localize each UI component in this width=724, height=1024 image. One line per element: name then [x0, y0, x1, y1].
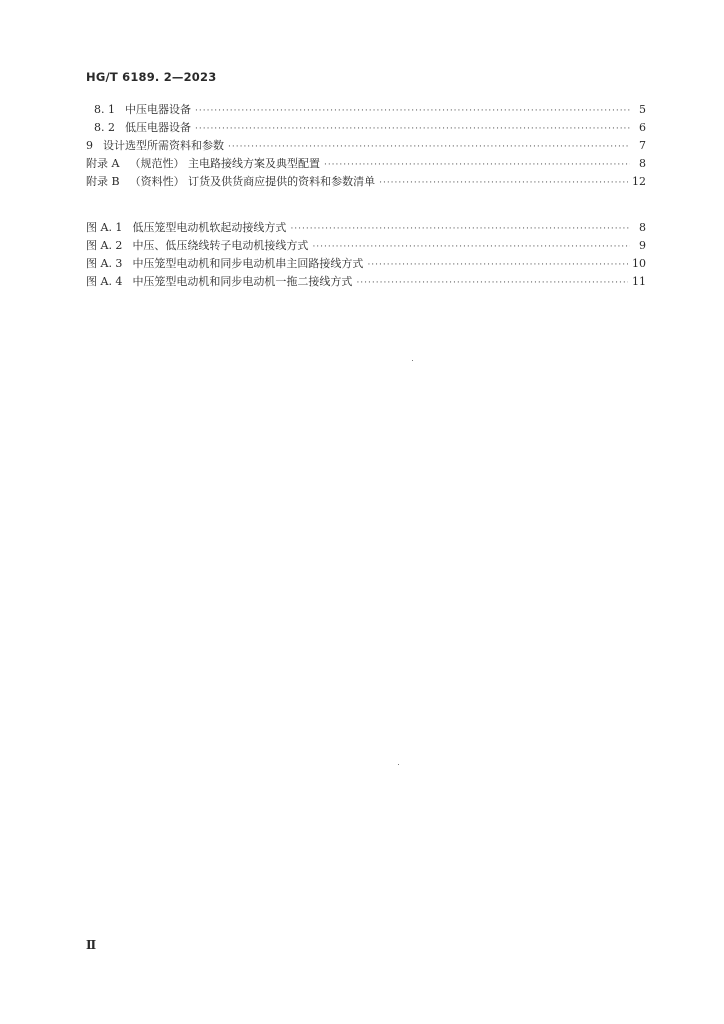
figure-entry-number: 图 A. 4	[86, 275, 123, 288]
toc-entry-title: 低压电器设备	[125, 121, 191, 134]
toc-entry-number: 9	[86, 139, 93, 152]
dot-leader	[195, 106, 630, 116]
figure-entry-page: 9	[639, 239, 646, 252]
toc-entry-page: 12	[632, 175, 646, 188]
page-number: Ⅱ	[86, 938, 97, 952]
toc-entry-number: 8. 2	[94, 121, 115, 134]
figure-entry-title: 低压笼型电动机软起动接线方式	[132, 221, 287, 234]
figure-entry[interactable]	[86, 273, 646, 291]
figure-entry[interactable]	[86, 255, 646, 273]
toc-sections	[86, 101, 646, 191]
figure-entry[interactable]	[86, 219, 646, 237]
dot-leader	[195, 124, 630, 134]
toc-entry-title: 设计选型所需资料和参数	[103, 139, 224, 152]
toc-entry[interactable]	[86, 119, 646, 137]
toc-entry-page: 8	[639, 157, 646, 170]
figure-entry-title: 中压笼型电动机和同步电动机串主回路接线方式	[132, 257, 364, 270]
toc-entry-title: （资料性） 订货及供货商应提供的资料和参数清单	[129, 175, 376, 188]
dot-leader	[324, 160, 630, 170]
toc-entry[interactable]	[86, 101, 646, 119]
document-code: HG/T 6189. 2—2023	[86, 70, 217, 84]
toc-entry-page: 6	[639, 121, 646, 134]
figure-entry-number: 图 A. 3	[86, 257, 123, 270]
toc-entry-title: （规范性） 主电路接线方案及典型配置	[129, 157, 320, 170]
toc-entry-number: 附录 A	[86, 157, 120, 170]
dot-leader	[356, 278, 628, 288]
scan-speck	[412, 360, 413, 361]
toc-entry-page: 7	[639, 139, 646, 152]
dot-leader	[228, 142, 630, 152]
toc-entry[interactable]	[86, 173, 646, 191]
dot-leader	[290, 224, 630, 234]
toc-entry-number: 附录 B	[86, 175, 120, 188]
toc-entry-page: 5	[639, 103, 646, 116]
figure-entry-title: 中压笼型电动机和同步电动机一拖二接线方式	[132, 275, 353, 288]
dot-leader	[312, 242, 630, 252]
figure-entry-page: 11	[632, 275, 646, 288]
dot-leader	[367, 260, 628, 270]
figure-entry-page: 10	[632, 257, 646, 270]
toc-entry-number: 8. 1	[94, 103, 115, 116]
figure-entry-number: 图 A. 2	[86, 239, 123, 252]
toc-entry[interactable]	[86, 137, 646, 155]
figure-entry-number: 图 A. 1	[86, 221, 123, 234]
toc-entry-title: 中压电器设备	[125, 103, 191, 116]
dot-leader	[379, 178, 628, 188]
toc-figures	[86, 219, 646, 291]
figure-entry-title: 中压、低压绕线转子电动机接线方式	[132, 239, 309, 252]
toc-entry[interactable]	[86, 155, 646, 173]
figure-entry[interactable]	[86, 237, 646, 255]
figure-entry-page: 8	[639, 221, 646, 234]
scan-speck	[398, 764, 399, 765]
